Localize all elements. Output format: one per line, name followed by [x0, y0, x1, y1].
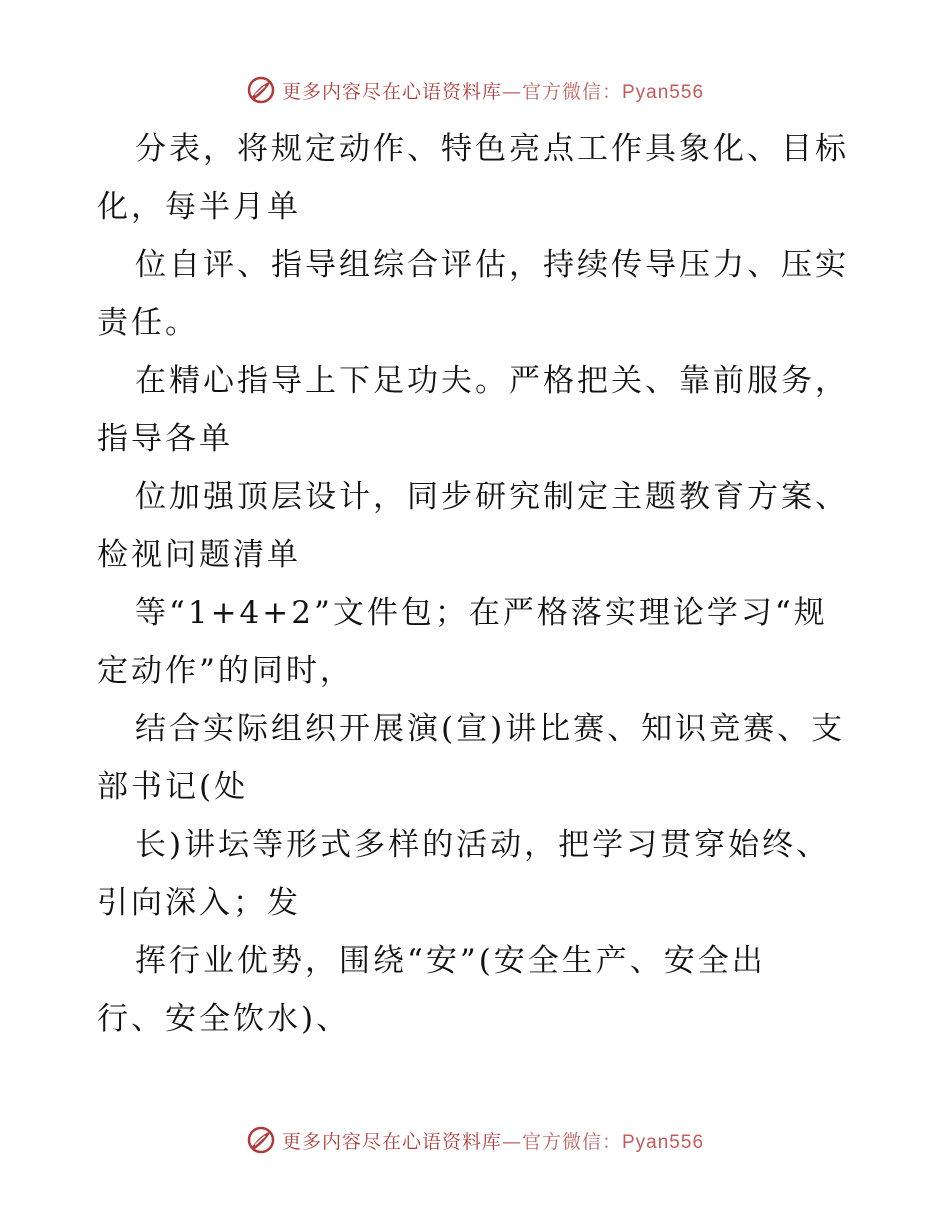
paragraph-line: 定动作”的同时，: [97, 653, 354, 689]
paragraph: [97, 468, 867, 584]
footer-banner-wechat-id: Pyan556: [622, 1131, 705, 1153]
paragraph-line: 部书记(处: [97, 769, 249, 805]
footer-banner: [0, 1120, 950, 1160]
paragraph-line: 长)讲坛等形式多样的活动，把学习贯穿始终、: [135, 827, 831, 863]
footer-banner-text: [282, 1127, 704, 1154]
header-banner-wechat-id: Pyan556: [622, 81, 705, 103]
pen-nib-logo-icon: [246, 1125, 276, 1155]
pen-nib-logo-icon: [246, 75, 276, 105]
header-banner-label: 官方微信：: [521, 80, 622, 103]
paragraph-line: 分表，将规定动作、特色亮点工作具象化、目标: [135, 131, 849, 167]
document-body: [97, 120, 867, 1048]
paragraph: [97, 816, 867, 932]
paragraph-line: 行、安全饮水)、: [97, 1001, 351, 1037]
paragraph-line: 检视问题清单: [97, 537, 301, 573]
footer-banner-label: 官方微信：: [521, 1130, 622, 1153]
paragraph: [97, 932, 867, 1048]
paragraph-line: 化，每半月单: [97, 189, 301, 225]
paragraph-line: 结合实际组织开展演(宣)讲比赛、知识竞赛、支: [135, 711, 846, 747]
paragraph: [97, 700, 867, 816]
header-banner-separator: —: [501, 80, 522, 103]
paragraph-line: 挥行业优势，围绕“安”(安全生产、安全出: [135, 943, 766, 979]
paragraph: [97, 352, 867, 468]
paragraph: [97, 236, 867, 352]
paragraph-line: 等“1+4+2”文件包；在严格落实理论学习“规: [135, 595, 828, 631]
paragraph-line: 引向深入；发: [97, 885, 301, 921]
paragraph-line: 责任。: [97, 305, 199, 341]
paragraph-line: 位自评、指导组综合评估，持续传导压力、压实: [135, 247, 849, 283]
header-banner: [0, 70, 950, 110]
paragraph-line: 指导各单: [97, 421, 233, 457]
footer-banner-title: 更多内容尽在心语资料库: [281, 1130, 502, 1153]
header-banner-text: [282, 77, 704, 104]
paragraph: [97, 584, 867, 700]
header-banner-title: 更多内容尽在心语资料库: [281, 80, 502, 103]
footer-banner-separator: —: [501, 1130, 522, 1153]
paragraph-line: 在精心指导上下足功夫。严格把关、靠前服务，: [135, 363, 849, 399]
paragraph-line: 位加强顶层设计，同步研究制定主题教育方案、: [135, 479, 849, 515]
paragraph: [97, 120, 867, 236]
